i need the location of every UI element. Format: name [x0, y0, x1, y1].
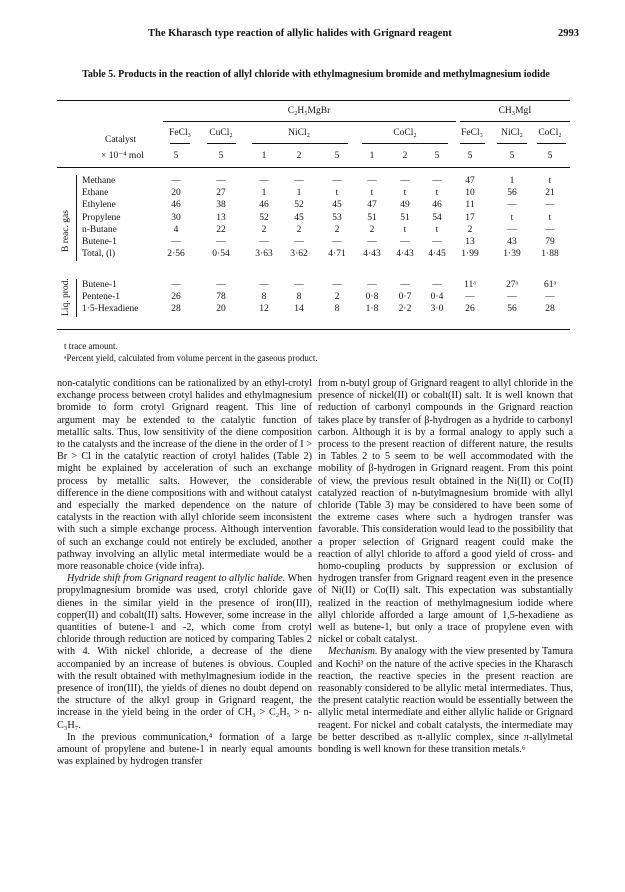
table-cell: 2 [261, 224, 267, 235]
reagent-header-methylmagnesium-iodide: CH₃MgI [498, 106, 532, 116]
gas-group-bar [76, 175, 77, 261]
catalyst-underline-3 [362, 143, 448, 144]
footnote-percent: ᵃPercent yield, calculated from volume percent in the gaseous product. [64, 353, 318, 363]
row-label: Total, (l) [82, 249, 116, 260]
table-cell: — [507, 224, 517, 235]
catalyst-header: CoCl₂ [538, 128, 562, 138]
table-cell: 47 [367, 200, 377, 211]
gas-group-label: B reac. gas [61, 210, 71, 252]
table-cell: 51 [400, 212, 410, 223]
table-cell: 1·39 [503, 249, 521, 260]
table-cell: 61ᵃ [543, 280, 557, 290]
table-cell: 4·45 [428, 249, 446, 260]
table-cell: 12 [259, 304, 269, 315]
table-cell: 2 [296, 224, 302, 235]
table-cell: 4 [173, 224, 179, 235]
reagent-methyl-underline [460, 121, 570, 122]
catalyst-underline-2 [252, 143, 348, 144]
table-cell: — [259, 237, 269, 247]
table-cell: — [171, 280, 181, 290]
table-cell: — [171, 176, 181, 186]
table-cell: 20 [216, 304, 226, 315]
catalyst-header: NiCl₂ [288, 128, 310, 138]
table-cell: 30 [171, 212, 181, 223]
row-label: Ethylene [82, 200, 116, 211]
table-cell: 27 [216, 188, 226, 199]
table-cell: t [435, 224, 439, 235]
table-cell: 2 [467, 224, 473, 235]
table-cell: 43 [507, 237, 517, 247]
table-cell: 0·8 [365, 292, 379, 303]
table-cell: — [400, 280, 410, 290]
table-cell: — [432, 280, 442, 290]
table-cell: 79 [545, 237, 555, 247]
running-title: The Kharasch type reaction of allylic halides with Grignard reagent [148, 28, 452, 39]
table-cell: 2 [369, 224, 375, 235]
liquid-group-bar [76, 279, 77, 317]
table-cell: t [403, 188, 407, 199]
table-caption: Table 5. Products in the reaction of allyl chloride with ethylmagnesium bromide and methylmagnesium iodide [82, 69, 550, 80]
row-label: Pentene-1 [82, 292, 120, 303]
catalyst-amount: 1 [369, 151, 375, 161]
table-cell: — [259, 280, 269, 290]
table-cell: 1·8 [365, 304, 379, 315]
catalyst-underline-6 [537, 143, 566, 144]
table-cell: — [294, 280, 304, 290]
right-paragraph-2-body: By analogy with the view presented by Tamura and Kochi³ on the nature of the active species in the Kharasch reaction, the reactive species in the present reaction are reasonably considered to be allylic metal intermediates. Thus, the present catalytic reaction would be essentially between the allylic metal intermediate and either allylic halide or Grignard reagent. For nickel and cobalt catalysts, the intermediate may be better described as π-allylic complex, since π-allylmetal bonding is well known for these transition metals.⁶ [318, 646, 573, 756]
catalyst-amount: 5 [434, 151, 440, 161]
left-column [57, 378, 312, 769]
table-cell: 54 [432, 212, 442, 223]
row-label: Butene-1 [82, 280, 117, 290]
table-cell: 0·4 [430, 292, 444, 303]
table-cell: — [332, 176, 342, 186]
left-paragraph-3: In the previous communication,⁴ formation of a large amount of propylene and butene-1 in nearly equal amounts was explained by hydrogen transfer [57, 731, 312, 768]
table-cell: 2·56 [167, 249, 185, 260]
table-cell: 4·43 [363, 249, 381, 260]
reagent-ethyl-underline [163, 121, 456, 122]
left-paragraph-2 [57, 573, 312, 732]
table-cell: 4·43 [396, 249, 414, 260]
table-cell: 8 [296, 292, 302, 303]
table-cell: t [548, 176, 552, 186]
table-cell: — [367, 237, 377, 247]
right-paragraph-2 [318, 646, 573, 756]
table-cell: — [216, 237, 226, 247]
table-cell: 21 [545, 188, 555, 199]
row-label: 1·5-Hexadiene [82, 304, 139, 315]
table-cell: t [435, 188, 439, 199]
catalyst-underline-4 [460, 143, 485, 144]
table-cell: 46 [259, 200, 269, 211]
table-cell: 53 [332, 212, 342, 223]
row-label: Propylene [82, 212, 121, 223]
catalyst-header: CuCl₂ [209, 128, 233, 138]
row-label: Butene-1 [82, 237, 117, 247]
table-cell: — [332, 237, 342, 247]
table-cell: 1 [509, 176, 515, 186]
right-paragraph-1: from n-butyl group of Grignard reagent to allyl chloride in the presence of nickel(II) or cobalt(II) salt. It is well known that reduction of carbonyl compounds in the Grignard reaction takes place by transfer of β-hydrogen as a hydride to carbonyl carbon. Although it is by a formal analogy to apply such a process to the present reaction of different nature, the results in Tables 2 to 5 seem to be well accommodated with the mobility of β-hydrogen in Grignard reagent. From this point of view, the previous result obtained in the Ni(II) or Co(II) catalyzed reaction of n-butylmagnesium bromide with allyl chloride (Table 3) may be considered to have been some of the extreme cases where such a hydrogen transfer was favorable. This consideration would lead to the possibility that a proper selection of Grignard reagent could make the reaction of allyl chloride to afford a good yield of cross- and homo-coupling products by suppression or exclusion of hydrogen transfer from Grignard reagent even in the presence of Ni(II) or Co(II) salt. This expectation was substantially realized in the reaction of methylmagnesium iodide where allyl chloride afforded a large amount of 1,5-hexadiene as well as butene-1, but only a trace of propylene even with nickel or cobalt catalyst. [318, 378, 573, 646]
table-cell: — [545, 224, 555, 235]
catalyst-header: FeCl₃ [461, 128, 483, 138]
table-cell: t [370, 188, 374, 199]
table-cell: 3·0 [430, 304, 444, 315]
table-cell: — [400, 176, 410, 186]
table-cell: — [294, 176, 304, 186]
table-cell: 47 [465, 176, 475, 186]
catalyst-label: Catalyst [105, 135, 137, 145]
page-number: 2993 [558, 28, 579, 39]
table-cell: 56 [507, 304, 517, 315]
catalyst-amount: 5 [467, 151, 473, 161]
table-cell: 45 [332, 200, 342, 211]
table-cell: — [507, 200, 517, 211]
table-cell: t [403, 224, 407, 235]
right-column [318, 378, 573, 756]
table-cell: 1 [261, 188, 267, 199]
catalyst-header: NiCl₂ [501, 128, 523, 138]
catalyst-header: FeCl₃ [169, 128, 191, 138]
table-cell: 49 [400, 200, 410, 211]
table-cell: 27ᵃ [505, 280, 519, 290]
table-cell: 8 [261, 292, 267, 303]
table-cell: 2 [334, 292, 340, 303]
row-label: Methane [82, 176, 116, 186]
table-cell: — [432, 176, 442, 186]
table-cell: — [367, 280, 377, 290]
catalyst-underline-0 [170, 143, 190, 144]
table-cell: 0·54 [212, 249, 230, 260]
table-cell: 4·71 [328, 249, 346, 260]
table-cell: 2·2 [398, 304, 412, 315]
table-cell: 78 [216, 292, 226, 303]
catalyst-amount: 1 [261, 151, 267, 161]
table-cell: — [216, 280, 226, 290]
table-cell: 17 [465, 212, 475, 223]
table-cell: 2 [334, 224, 340, 235]
section-heading-hydride-shift: Hydride shift from Grignard reagent to allylic halide. [67, 573, 286, 585]
table-cell: — [332, 280, 342, 290]
table-cell: 3·62 [290, 249, 308, 260]
catalyst-unit: × 10⁻⁴ mol [101, 151, 144, 161]
reagent-header-ethylmagnesium-bromide: C₂H₅MgBr [287, 106, 331, 116]
table-cell: — [216, 176, 226, 186]
table-cell: — [545, 200, 555, 211]
table-cell: 38 [216, 200, 226, 211]
table-cell: 22 [216, 224, 226, 235]
table-cell: — [507, 292, 517, 303]
table-cell: 26 [171, 292, 181, 303]
table-cell: — [545, 292, 555, 303]
table-cell: t [335, 188, 339, 199]
table-cell: t [548, 212, 552, 223]
table-cell: 3·63 [255, 249, 273, 260]
table-cell: 56 [507, 188, 517, 199]
table-cell: 52 [294, 200, 304, 211]
catalyst-amount: 5 [334, 151, 340, 161]
left-paragraph-2-body: When propylmagnesium bromide was used, crotyl chloride gave dienes in the similar yield in the presence of iron(III), copper(II) and cobalt(II) salts. However, some increase in the quantities of butene-1 and -2, which come from crotyl chloride through reduction are noticed by comparing Tables 2 with 4. With nickel chloride, a decrease of the diene accompanied by an increase of butenes is obvious. Coupled with the result obtained with methylmagnesium iodide in the presence of iron(III), the yields of dienes no doubt depend on the structure of the alkyl group in Grignard reagent, the increase in the yield being in the order of CH₃ > C₂H₅ > n-C₃H₇. [57, 573, 312, 731]
table-cell: 11ᵃ [464, 280, 476, 290]
table-cell: 51 [367, 212, 377, 223]
table-cell: — [432, 237, 442, 247]
catalyst-amount: 5 [173, 151, 179, 161]
table-cell: — [465, 292, 475, 303]
table-cell: — [259, 176, 269, 186]
catalyst-underline-5 [497, 143, 527, 144]
catalyst-header: CoCl₂ [393, 128, 417, 138]
table-header-rule [57, 167, 570, 168]
left-paragraph-1: non-catalytic conditions can be rationalized by an ethyl-crotyl exchange process between crotyl halides and ethylmagnesium bromide to form crotyl Grignard reagent. This line of argument may be extended to the catalytic function of metallic salts. Thus, low sensitivity of the diene composition to the catalysts and the increase of the diene in the order of I > Br > Cl in the catalytic reaction of crotyl halides (Table 2) might be explained by acceleration of such an exchange process by metallic salts. However, the considerable difference in the diene compositions with and without catalyst and especially the marked dependence on the nature of catalysts in the reaction with allyl chloride seem inconsistent with such a simple exchange process. Although intervention of such an exchange could not entirely be excluded, another pathway involving an allylic metal intermediate would be a more reasonable choice (vide infra). [57, 378, 312, 573]
catalyst-amount: 5 [218, 151, 224, 161]
section-heading-mechanism: Mechanism. [328, 646, 378, 658]
table-cell: 52 [259, 212, 269, 223]
table-cell: 20 [171, 188, 181, 199]
table-cell: 13 [216, 212, 226, 223]
table-cell: — [294, 237, 304, 247]
table-cell: 10 [465, 188, 475, 199]
table-cell: — [367, 176, 377, 186]
table-cell: 11 [465, 200, 475, 211]
liquid-group-label: Liq. prod. [61, 278, 71, 316]
catalyst-amount: 2 [402, 151, 408, 161]
catalyst-amount: 5 [547, 151, 553, 161]
table-cell: t [510, 212, 514, 223]
catalyst-amount: 2 [296, 151, 302, 161]
table-cell: 46 [432, 200, 442, 211]
table-top-rule [57, 100, 570, 101]
table-cell: 46 [171, 200, 181, 211]
row-label: n-Butane [82, 224, 117, 235]
table-cell: 13 [465, 237, 475, 247]
row-label: Ethane [82, 188, 109, 199]
catalyst-underline-1 [207, 143, 236, 144]
footnote-trace: t trace amount. [64, 341, 118, 351]
table-cell: — [171, 237, 181, 247]
running-head [0, 28, 625, 42]
table-cell: 28 [171, 304, 181, 315]
catalyst-amount: 5 [509, 151, 515, 161]
table-cell: 0·7 [398, 292, 412, 303]
table-cell: — [400, 237, 410, 247]
table-bottom-rule [57, 329, 570, 330]
table-cell: 8 [334, 304, 340, 315]
table-cell: 1 [296, 188, 302, 199]
table-cell: 28 [545, 304, 555, 315]
table-cell: 1·99 [461, 249, 479, 260]
table-cell: 26 [465, 304, 475, 315]
table-cell: 45 [294, 212, 304, 223]
table-cell: 1·88 [541, 249, 559, 260]
table-cell: 14 [294, 304, 304, 315]
